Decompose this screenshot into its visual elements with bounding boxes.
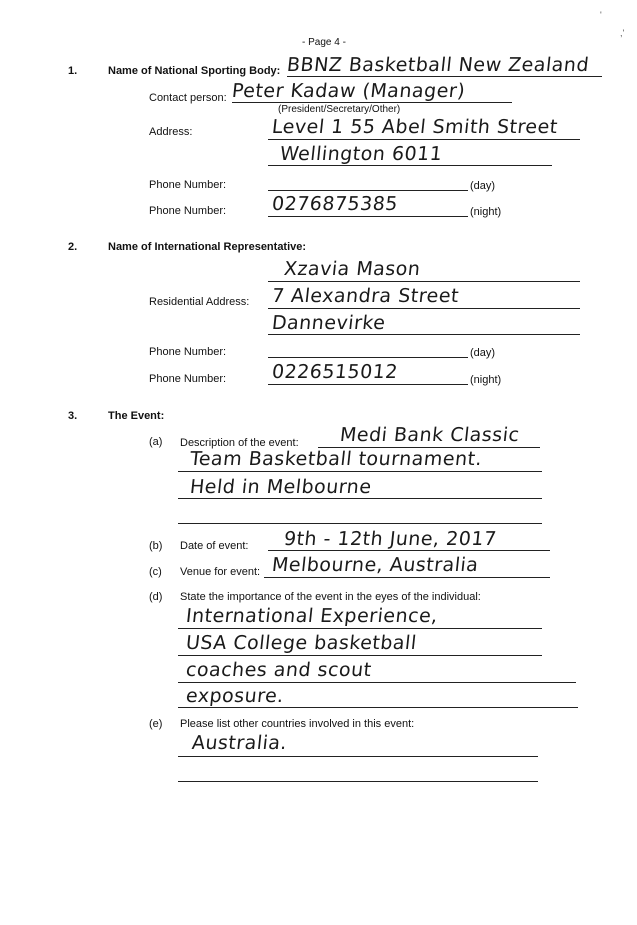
item-letter: (e) <box>149 718 163 730</box>
section-number: 2. <box>68 241 78 253</box>
field-underline <box>178 523 542 524</box>
field-label: Date of event: <box>180 540 249 552</box>
field-underline <box>268 384 468 385</box>
field-label: Phone Number: <box>149 346 227 358</box>
role-hint: (President/Secretary/Other) <box>278 104 401 115</box>
importance-line: coaches and scout <box>184 659 373 681</box>
field-underline <box>268 334 580 335</box>
field-underline <box>268 165 552 166</box>
phone-night-value: 0276875385 <box>270 193 400 215</box>
section-title: Name of International Representative: <box>108 241 307 253</box>
field-underline <box>268 308 580 309</box>
event-description-line: Medi Bank Classic <box>338 424 521 446</box>
countries-line: Australia. <box>190 732 289 754</box>
field-underline <box>178 781 538 782</box>
phone-suffix: (night) <box>470 206 502 218</box>
importance-line: exposure. <box>184 685 286 707</box>
phone-night-value: 0226515012 <box>270 361 400 383</box>
field-label: Please list other countries involved in this event: <box>180 718 415 730</box>
field-label: State the importance of the event in the eyes of the individual: <box>180 591 481 603</box>
corner-mark: ,' <box>620 28 625 38</box>
contact-person-value: Peter Kadaw (Manager) <box>230 80 467 102</box>
field-label: Description of the event: <box>180 437 299 449</box>
field-label: Contact person: <box>149 92 227 104</box>
field-underline <box>178 707 578 708</box>
section-number: 1. <box>68 65 78 77</box>
item-letter: (c) <box>149 566 162 578</box>
item-letter: (b) <box>149 540 163 552</box>
field-label: Address: <box>149 126 193 138</box>
field-underline <box>178 756 538 757</box>
field-label: Phone Number: <box>149 373 227 385</box>
field-underline <box>178 655 542 656</box>
field-underline <box>178 682 576 683</box>
corner-mark: ' <box>600 10 602 20</box>
field-underline <box>178 498 542 499</box>
field-label: Phone Number: <box>149 179 227 191</box>
field-label: Phone Number: <box>149 205 227 217</box>
address-line: Level 1 55 Abel Smith Street <box>270 116 559 138</box>
importance-line: USA College basketball <box>184 632 418 654</box>
field-underline <box>268 550 550 551</box>
field-underline <box>268 357 468 358</box>
field-label: Venue for event: <box>180 566 261 578</box>
item-letter: (d) <box>149 591 163 603</box>
item-letter: (a) <box>149 436 163 448</box>
event-venue-value: Melbourne, Australia <box>270 554 480 576</box>
field-underline <box>268 281 580 282</box>
field-underline <box>178 471 542 472</box>
phone-suffix: (day) <box>470 180 496 192</box>
event-description-line: Team Basketball tournament. <box>188 448 484 470</box>
field-underline <box>287 76 602 77</box>
field-underline <box>268 139 580 140</box>
address-line: Wellington 6011 <box>278 143 444 165</box>
phone-suffix: (night) <box>470 374 502 386</box>
section-title: Name of National Sporting Body: <box>108 65 281 77</box>
field-underline <box>268 216 468 217</box>
sporting-body-value: BBNZ Basketball New Zealand <box>285 54 591 76</box>
phone-suffix: (day) <box>470 347 496 359</box>
residential-address-line: 7 Alexandra Street <box>270 285 461 307</box>
event-description-line: Held in Melbourne <box>188 476 373 498</box>
residential-address-line: Dannevirke <box>270 312 387 334</box>
importance-line: International Experience, <box>184 605 439 627</box>
field-underline <box>268 190 468 191</box>
section-title: The Event: <box>108 410 165 422</box>
event-date-value: 9th - 12th June, 2017 <box>282 528 498 550</box>
field-underline <box>264 577 550 578</box>
page-number: - Page 4 - <box>302 37 346 48</box>
field-underline <box>178 628 542 629</box>
representative-name-value: Xzavia Mason <box>282 258 422 280</box>
field-label: Residential Address: <box>149 296 250 308</box>
section-number: 3. <box>68 410 78 422</box>
